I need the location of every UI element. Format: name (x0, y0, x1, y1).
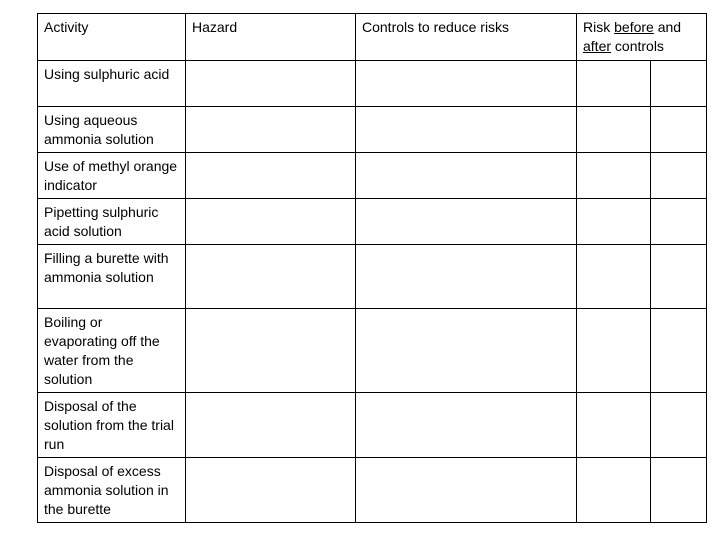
table-row (38, 309, 707, 393)
activity-cell: Use of methyl orange indicator (38, 153, 186, 199)
risk-before-cell[interactable] (577, 458, 651, 523)
controls-cell[interactable] (356, 309, 577, 393)
table-row (38, 393, 707, 458)
risk-after-cell[interactable] (651, 309, 707, 393)
hazard-cell[interactable] (186, 107, 356, 153)
activity-header: Activity (38, 14, 186, 61)
controls-cell[interactable] (356, 245, 577, 309)
controls-cell[interactable] (356, 61, 577, 107)
hazard-cell[interactable] (186, 153, 356, 199)
controls-cell[interactable] (356, 107, 577, 153)
risk-before-cell[interactable] (577, 309, 651, 393)
risk-after-cell[interactable] (651, 61, 707, 107)
risk-after-cell[interactable] (651, 107, 707, 153)
controls-cell[interactable] (356, 153, 577, 199)
risk-before-cell[interactable] (577, 107, 651, 153)
risk-before-cell[interactable] (577, 393, 651, 458)
risk-after-cell[interactable] (651, 153, 707, 199)
table-row (38, 458, 707, 523)
header-row (38, 14, 707, 61)
risk-before-cell[interactable] (577, 153, 651, 199)
risk-after-cell[interactable] (651, 458, 707, 523)
hazard-cell[interactable] (186, 393, 356, 458)
hazard-cell[interactable] (186, 199, 356, 245)
risk-before-cell[interactable] (577, 245, 651, 309)
activity-cell: Filling a burette with ammonia solution (38, 245, 186, 309)
activity-cell: Using aqueous ammonia solution (38, 107, 186, 153)
table-row (38, 61, 707, 107)
hazard-cell[interactable] (186, 245, 356, 309)
risk-before-cell[interactable] (577, 199, 651, 245)
activity-cell: Pipetting sulphuric acid solution (38, 199, 186, 245)
risk-after-cell[interactable] (651, 393, 707, 458)
controls-cell[interactable] (356, 199, 577, 245)
activity-cell: Boiling or evaporating off the water from the solution (38, 309, 186, 393)
controls-cell[interactable] (356, 458, 577, 523)
risk-header-word: Risk (583, 19, 611, 35)
activity-cell: Disposal of excess ammonia solution in the burette (38, 458, 186, 523)
hazard-cell[interactable] (186, 61, 356, 107)
controls-cell[interactable] (356, 393, 577, 458)
table-row (38, 107, 707, 153)
risk-header-before: before (614, 19, 654, 35)
activity-cell: Using sulphuric acid (38, 61, 186, 107)
activity-cell: Disposal of the solution from the trial run (38, 393, 186, 458)
table-row (38, 153, 707, 199)
risk-assessment-table (37, 13, 707, 523)
table-row (38, 245, 707, 309)
controls-header: Controls to reduce risks (356, 14, 577, 61)
risk-header (577, 14, 707, 61)
risk-header-after: after (583, 38, 612, 54)
hazard-cell[interactable] (186, 309, 356, 393)
risk-after-cell[interactable] (651, 245, 707, 309)
hazard-header: Hazard (186, 14, 356, 61)
risk-before-cell[interactable] (577, 61, 651, 107)
hazard-cell[interactable] (186, 458, 356, 523)
risk-header-controls: controls (614, 38, 664, 54)
risk-after-cell[interactable] (651, 199, 707, 245)
table-row (38, 199, 707, 245)
risk-header-and: and (657, 19, 682, 35)
